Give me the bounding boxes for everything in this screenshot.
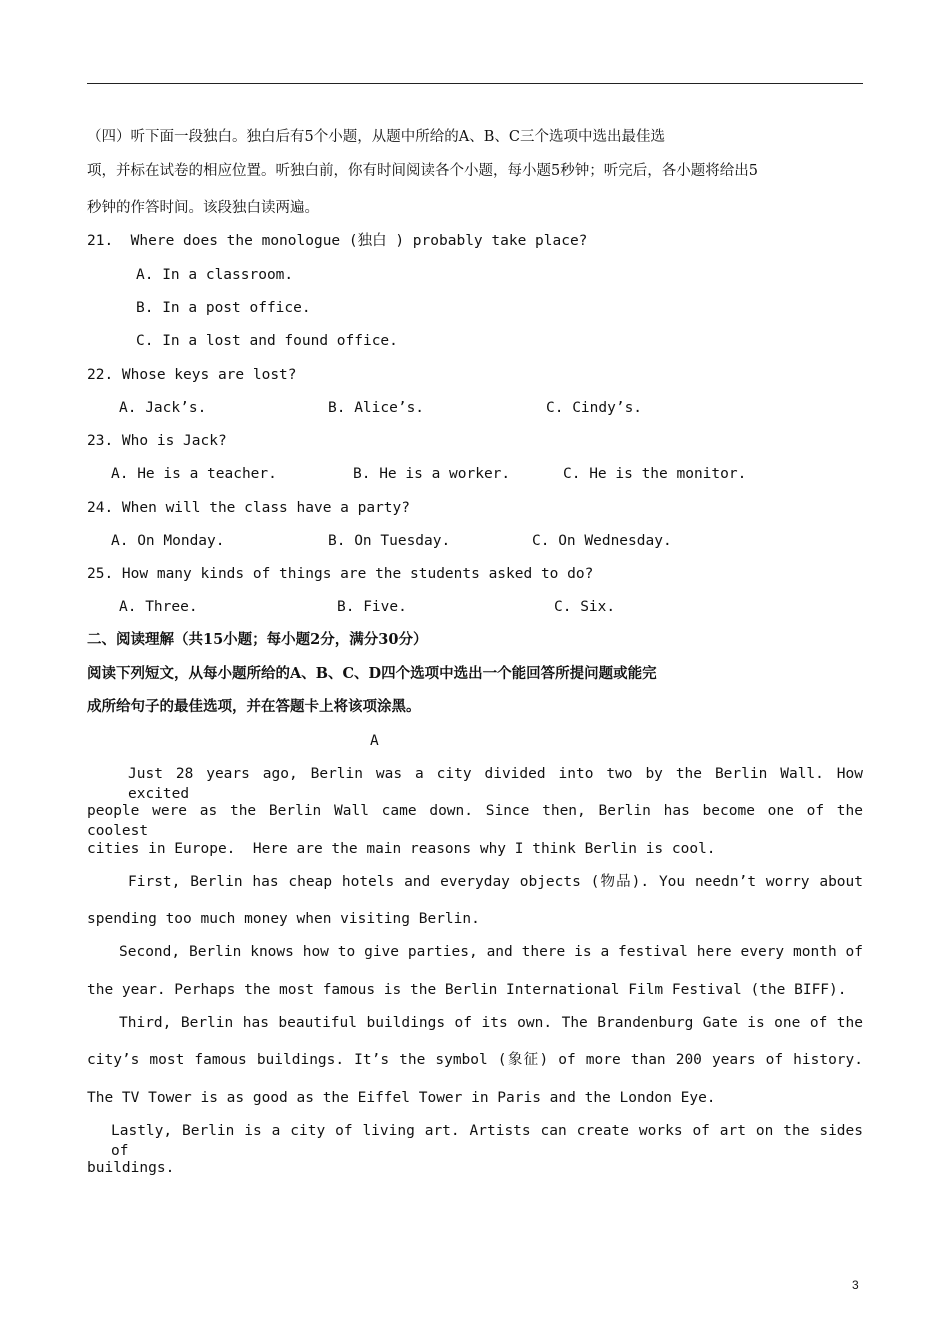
q24-option-c: C. On Wednesday. xyxy=(532,533,672,549)
q21-option-c: C. In a lost and found office. xyxy=(136,333,398,349)
section4-instruction-line2: 项，并标在试卷的相应位置。听独白前，你有时间阅读各个小题，每小题5秒钟；听完后，各小题将给出5 xyxy=(87,163,758,179)
part2-instruction-line2: 成所给句子的最佳选项，并在答题卡上将该项涂黑。 xyxy=(87,698,421,715)
q23-option-b: B. He is a worker. xyxy=(353,466,511,482)
question-23: 23. Who is Jack? xyxy=(87,433,227,449)
section4-instruction-line3: 秒钟的作答时间。该段独白读两遍。 xyxy=(87,200,319,216)
q25-option-b: B. Five. xyxy=(337,599,407,615)
passage-p5-line1: Lastly, Berlin is a city of living art. Artists can create works of art on the sides of xyxy=(111,1123,863,1159)
q24-option-b: B. On Tuesday. xyxy=(328,533,451,549)
section4-instruction-line1: （四）听下面一段独白。独白后有5个小题，从题中所给的A、B、C三个选项中选出最佳选 xyxy=(87,129,665,145)
q25-option-a: A. Three. xyxy=(119,599,198,615)
passage-p2-line2: spending too much money when visiting Berlin. xyxy=(87,911,480,927)
question-21: 21. Where does the monologue (独白 ) probably take place? xyxy=(87,233,588,249)
passage-p3-line2: the year. Perhaps the most famous is the Berlin International Film Festival (the BIFF). xyxy=(87,982,847,998)
passage-p5-line2: buildings. xyxy=(87,1160,175,1176)
q25-option-c: C. Six. xyxy=(554,599,616,615)
q22-option-a: A. Jack’s. xyxy=(119,400,207,416)
passage-p1-line1: Just 28 years ago, Berlin was a city divided into two by the Berlin Wall. How excited xyxy=(128,766,863,802)
passage-p1-line3: cities in Europe. Here are the main reasons why I think Berlin is cool. xyxy=(87,841,716,857)
q22-option-b: B. Alice’s. xyxy=(328,400,425,416)
page-number: 3 xyxy=(852,1278,859,1292)
passage-p4-line2: city’s most famous buildings. It’s the symbol (象征) of more than 200 years of history. xyxy=(87,1052,863,1068)
q21-option-a: A. In a classroom. xyxy=(136,267,294,283)
question-24: 24. When will the class have a party? xyxy=(87,500,411,516)
passage-label: A xyxy=(370,733,379,749)
passage-p3-line1: Second, Berlin knows how to give parties, and there is a festival here every month of xyxy=(119,944,863,960)
q21-option-b: B. In a post office. xyxy=(136,300,311,316)
q23-option-c: C. He is the monitor. xyxy=(563,466,747,482)
q23-option-a: A. He is a teacher. xyxy=(111,466,277,482)
q24-option-a: A. On Monday. xyxy=(111,533,225,549)
question-25: 25. How many kinds of things are the students asked to do? xyxy=(87,566,594,582)
passage-p4-line3: The TV Tower is as good as the Eiffel Tower in Paris and the London Eye. xyxy=(87,1090,716,1106)
question-22: 22. Whose keys are lost? xyxy=(87,367,297,383)
part2-instruction-line1: 阅读下列短文，从每小题所给的A、B、C、D四个选项中选出一个能回答所提问题或能完 xyxy=(87,665,657,682)
header-rule xyxy=(87,83,863,84)
part2-heading: 二、阅读理解（共15小题；每小题2分，满分30分） xyxy=(87,631,428,648)
q22-option-c: C. Cindy’s. xyxy=(546,400,643,416)
passage-p2-line1: First, Berlin has cheap hotels and everyday objects (物品). You needn’t worry about xyxy=(128,874,863,890)
passage-p1-line2: people were as the Berlin Wall came down. Since then, Berlin has become one of the coolest xyxy=(87,803,863,839)
passage-p4-line1: Third, Berlin has beautiful buildings of its own. The Brandenburg Gate is one of the xyxy=(119,1015,863,1031)
